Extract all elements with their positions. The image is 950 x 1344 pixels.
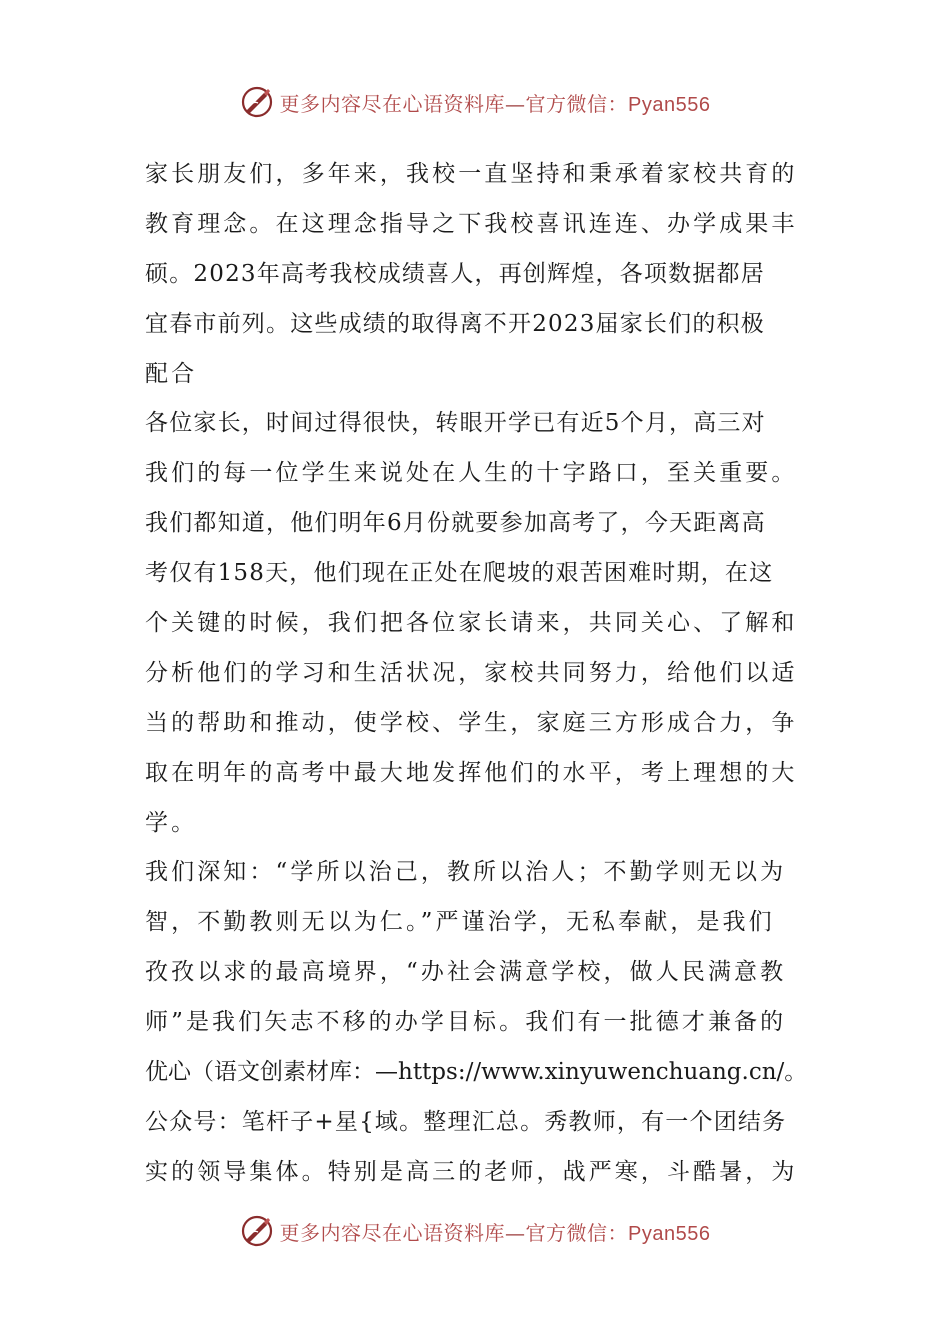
body-line: 优心（语文创素材库：—https://www.xinyuwenchuang.cn/。 bbox=[145, 1059, 808, 1086]
body-line: 各位家长，时间过得很快，转眼开学已有近5个月，高三对 bbox=[145, 410, 766, 437]
body-line: 考仅有158天，他们现在正处在爬坡的艰苦困难时期，在这 bbox=[145, 560, 774, 587]
body-line: 我们的每一位学生来说处在人生的十字路口，至关重要。 bbox=[145, 460, 798, 487]
body-line: 我们都知道，他们明年6月份就要参加高考了，今天距离高 bbox=[145, 510, 766, 537]
body-line: 硕。2023年高考我校成绩喜人，再创辉煌，各项数据都居 bbox=[145, 260, 765, 287]
header-brand-text: 更多内容尽在心语资料库 bbox=[279, 91, 506, 116]
body-line: 教育理念。在这理念指导之下我校喜讯连连、办学成果丰 bbox=[145, 210, 798, 237]
footer-banner-text bbox=[280, 1217, 711, 1246]
footer-wechat-label: 官方微信： bbox=[525, 1220, 629, 1245]
header-banner-text bbox=[280, 88, 711, 117]
body-line: 公众号：笔杆子+星{域。整理汇总。秀教师，有一个团结务 bbox=[145, 1108, 787, 1135]
body-line: 智，不勤教则无以为仁。”严谨治学，无私奉献，是我们 bbox=[145, 909, 775, 936]
header-wechat-id: Pyan556 bbox=[628, 93, 711, 116]
body-line: 我们深知：“学所以治己，教所以治人；不勤学则无以为 bbox=[145, 859, 787, 886]
footer-brand-text: 更多内容尽在心语资料库 bbox=[279, 1220, 506, 1245]
header-banner bbox=[0, 82, 950, 122]
body-line: 个关键的时候，我们把各位家长请来，共同关心、了解和 bbox=[145, 610, 798, 637]
footer-separator: — bbox=[505, 1220, 526, 1245]
document-body bbox=[145, 150, 807, 1198]
pen-logo-icon bbox=[240, 85, 274, 119]
body-line: 家长朋友们，多年来，我校一直坚持和秉承着家校共育的 bbox=[145, 161, 798, 187]
body-line: 实的领导集体。特别是高三的老师，战严寒，斗酷暑，为 bbox=[145, 1158, 798, 1185]
header-separator: — bbox=[505, 91, 526, 116]
body-line: 取在明年的高考中最大地发挥他们的水平，考上理想的大 bbox=[145, 759, 798, 786]
body-line: 宜春市前列。这些成绩的取得离不开2023届家长们的积极 bbox=[145, 310, 765, 337]
footer-banner bbox=[0, 1211, 950, 1251]
footer-wechat-id: Pyan556 bbox=[628, 1222, 711, 1245]
body-line: 师”是我们矢志不移的办学目标。我们有一批德才兼备的 bbox=[145, 1009, 787, 1036]
pen-logo-icon bbox=[240, 1214, 274, 1248]
header-wechat-label: 官方微信： bbox=[525, 91, 629, 116]
body-line: 配合 bbox=[145, 360, 198, 387]
body-line: 孜孜以求的最高境界，“办社会满意学校，做人民满意教 bbox=[145, 959, 787, 986]
body-line: 当的帮助和推动，使学校、学生，家庭三方形成合力，争 bbox=[145, 709, 798, 736]
body-line: 分析他们的学习和生活状况，家校共同努力，给他们以适 bbox=[145, 659, 798, 686]
body-line: 学。 bbox=[145, 809, 198, 836]
